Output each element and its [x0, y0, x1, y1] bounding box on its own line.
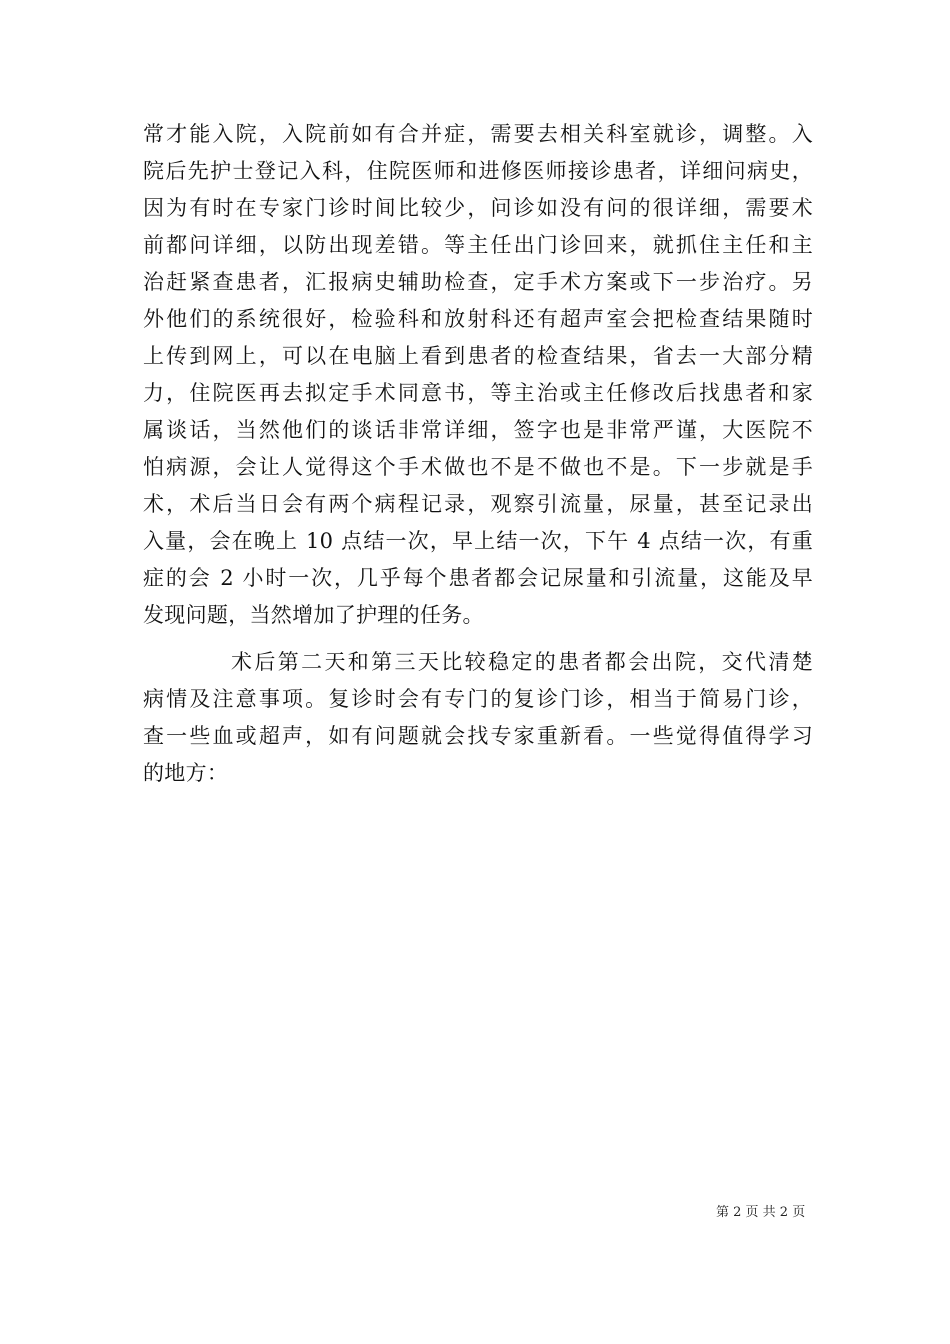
text-line: 因为有时在专家门诊时间比较少，问诊如没有问的很详细，需要术	[143, 196, 813, 220]
page-number-footer: 第 2 页 共 2 页	[716, 1205, 806, 1220]
text-line: 怕病源，会让人觉得这个手术做也不是不做也不是。下一步就是手	[143, 455, 813, 479]
document-body	[143, 116, 813, 792]
text-line: 力，住院医再去拟定手术同意书，等主治或主任修改后找患者和家	[143, 381, 813, 405]
paragraph-spacer	[143, 634, 813, 644]
paragraph-1	[143, 116, 813, 634]
text-line: 常才能入院，入院前如有合并症，需要去相关科室就诊，调整。入	[143, 122, 813, 146]
paragraph-2	[143, 644, 813, 792]
text-line: 院后先护士登记入科，住院医师和进修医师接诊患者，详细问病史，	[143, 159, 813, 183]
text-line: 病情及注意事项。复诊时会有专门的复诊门诊，相当于简易门诊，	[143, 687, 813, 711]
text-line-last: 发现问题，当然增加了护理的任务。	[143, 603, 484, 627]
text-line: 术，术后当日会有两个病程记录，观察引流量，尿量，甚至记录出	[143, 492, 813, 516]
text-line: 查一些血或超声，如有问题就会找专家重新看。一些觉得值得学习	[143, 724, 813, 748]
text-line: 外他们的系统很好，检验科和放射科还有超声室会把检查结果随时	[143, 307, 813, 331]
text-line: 入量，会在晚上 10 点结一次，早上结一次，下午 4 点结一次，有重	[143, 529, 813, 553]
text-line: 症的会 2 小时一次，几乎每个患者都会记尿量和引流量，这能及早	[143, 566, 813, 590]
text-line: 属谈话，当然他们的谈话非常详细，签字也是非常严谨，大医院不	[143, 418, 813, 442]
text-line-indented: 术后第二天和第三天比较稳定的患者都会出院，交代清楚	[231, 650, 813, 674]
text-line-last: 的地方：	[143, 761, 229, 785]
text-line: 前都问详细，以防出现差错。等主任出门诊回来，就抓住主任和主	[143, 233, 813, 257]
text-line: 上传到网上，可以在电脑上看到患者的检查结果，省去一大部分精	[143, 344, 813, 368]
text-line: 治赶紧查患者，汇报病史辅助检查，定手术方案或下一步治疗。另	[143, 270, 813, 294]
